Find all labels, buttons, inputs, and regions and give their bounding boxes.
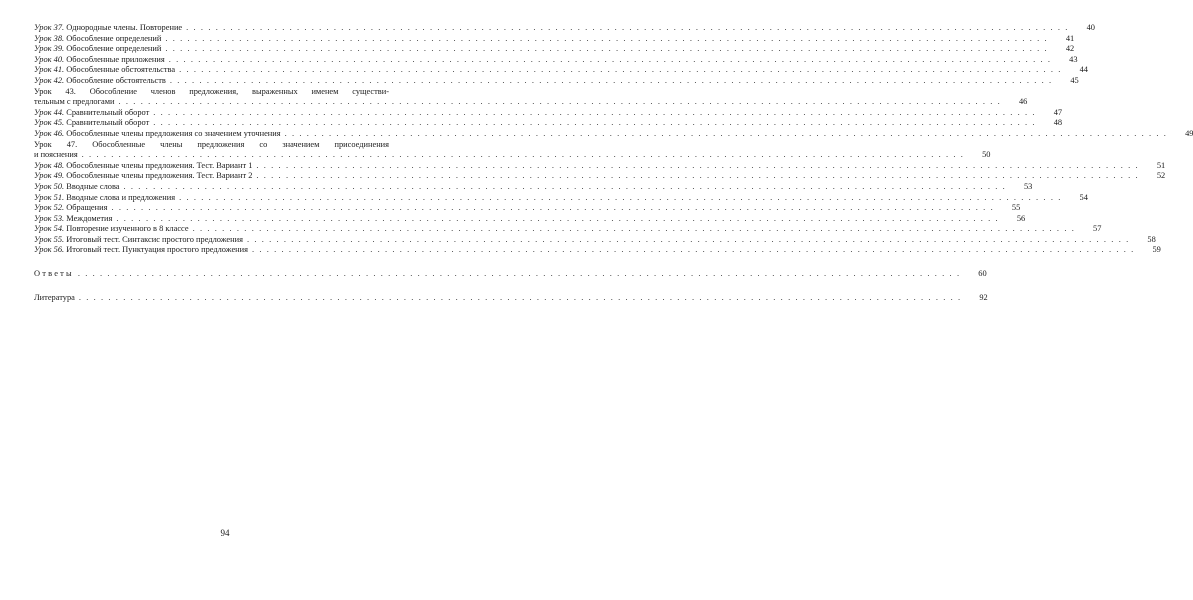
dot-leader: . . . . . . . . . . . . . . . . . . . . . . . . . . . . . . . . . . . . . . . . . . . . . . . . . . . . . . . . . . . . . . . . . . . . . . . . . . . . . . . . . . . . . . . . . . . . . . . . . . . . . . . . . . . . . . . . . . . . . . . .	[77, 269, 961, 279]
dot-leader: . . . . . . . . . . . . . . . . . . . . . . . . . . . . . . . . . . . . . . . . . . . . . . . . . . . . . . . . . . . . . . . . . . . . . . . . . . . . . . . . . . . . . . . . . . . . . . . . . . . . . . . . . . . . . . . . . . . . . . . .	[179, 65, 1062, 75]
dot-leader: . . . . . . . . . . . . . . . . . . . . . . . . . . . . . . . . . . . . . . . . . . . . . . . . . . . . . . . . . . . . . . . . . . . . . . . . . . . . . . . . . . . . . . . . . . . . . . . . . . . . . . . . . . . . . . . . . . . . . . . .	[153, 107, 1037, 117]
toc-entry	[34, 181, 1033, 193]
toc-entry-lesson: Урок 53.	[34, 213, 65, 223]
toc-literature-page: 92	[979, 292, 988, 302]
toc-entry-title: Однородные члены. Повторение	[66, 23, 183, 32]
toc-entry-title: Вводные слова	[66, 181, 120, 191]
toc-entry-title: Обособление обстоятельств	[66, 75, 166, 85]
toc-entry-title: Обособленные приложения	[66, 54, 165, 64]
toc-entry-lesson: Урок 49.	[34, 171, 65, 181]
toc-entry-lesson: Урок 55.	[34, 234, 65, 244]
toc-entry-line	[34, 150, 991, 161]
toc-entry	[34, 245, 1161, 256]
toc-entry	[34, 44, 1075, 55]
toc-entry-title: Итоговый тест. Синтаксис простого предложения	[66, 234, 243, 244]
toc-entry-lesson: Урок 40.	[34, 54, 65, 64]
toc-entry-title: Сравнительный оборот	[66, 118, 150, 128]
toc-entry-page: 53	[1023, 181, 1033, 191]
toc-entry-lesson: Урок 54.	[34, 224, 65, 234]
dot-leader: . . . . . . . . . . . . . . . . . . . . . . . . . . . . . . . . . . . . . . . . . . . . . . . . . . . . . . . . . . . . . . . . . . . . . . . . . . . . . . . . . . . . . . . . . . . . . . . . . . . . . . . . . . . . . . . . . . . . . . . .	[81, 150, 965, 160]
toc-entry-title-cont: и пояснения	[34, 150, 78, 160]
toc-entry-page: 47	[1053, 107, 1063, 117]
dot-leader: . . . . . . . . . . . . . . . . . . . . . . . . . . . . . . . . . . . . . . . . . . . . . . . . . . . . . . . . . . . . . . . . . . . . . . . . . . . . . . . . . . . . . . . . . . . . . . . . . . . . . . . . . . . . . . . . . . . . . . . .	[116, 213, 1000, 223]
toc-entry	[34, 192, 1088, 204]
toc-entry-lesson: Урок 37.	[34, 23, 65, 32]
dot-leader: . . . . . . . . . . . . . . . . . . . . . . . . . . . . . . . . . . . . . . . . . . . . . . . . . . . . . . . . . . . . . . . . . . . . . . . . . . . . . . . . . . . . . . . . . . . . . . . . . . . . . . . . . . . . . . . . . . . . . . . .	[192, 224, 1076, 234]
toc-entry-lesson: Урок 43.	[34, 86, 76, 96]
toc-entry	[34, 107, 1063, 119]
dot-leader: . . . . . . . . . . . . . . . . . . . . . . . . . . . . . . . . . . . . . . . . . . . . . . . . . . . . . . . . . . . . . . . . . . . . . . . . . . . . . . . . . . . . . . . . . . . . . . . . . . . . . . . . . . . . . . . . . . . . . . . .	[256, 171, 1140, 181]
toc-entry	[34, 203, 1021, 214]
toc-entry-lesson: Урок 56.	[34, 245, 65, 255]
toc-entry-title: Обособленные обстоятельства	[66, 65, 176, 75]
toc-entry-lesson: Урок 51.	[34, 192, 65, 202]
toc-entry-lesson: Урок 39.	[34, 44, 65, 54]
toc-entry-page: 48	[1053, 118, 1063, 128]
toc-entry-title: Обособление определений	[66, 33, 162, 43]
toc-entry-page: 42	[1065, 44, 1075, 54]
toc-entry-lesson: Урок 48.	[34, 160, 65, 170]
dot-leader: . . . . . . . . . . . . . . . . . . . . . . . . . . . . . . . . . . . . . . . . . . . . . . . . . . . . . . . . . . . . . . . . . . . . . . . . . . . . . . . . . . . . . . . . . . . . . . . . . . . . . . . . . . . . . . . . . . . . . . . .	[256, 160, 1140, 170]
toc-entry-page: 46	[1018, 97, 1028, 107]
toc-entry	[34, 234, 1156, 246]
dot-leader: . . . . . . . . . . . . . . . . . . . . . . . . . . . . . . . . . . . . . . . . . . . . . . . . . . . . . . . . . . . . . . . . . . . . . . . . . . . . . . . . . . . . . . . . . . . . . . . . . . . . . . . . . . . . . . . . . . . . . . . .	[165, 44, 1049, 54]
toc-entry-page: 59	[1152, 245, 1161, 255]
toc-entry	[34, 139, 991, 161]
toc-entry-lesson: Урок 50.	[34, 181, 65, 191]
dot-leader: . . . . . . . . . . . . . . . . . . . . . . . . . . . . . . . . . . . . . . . . . . . . . . . . . . . . . . . . . . . . . . . . . . . . . . . . . . . . . . . . . . . . . . . . . . . . . . . . . . . . . . . . . . . . . . . . . . . . . . . .	[186, 23, 1069, 32]
toc-entry-page: 49	[1185, 128, 1193, 138]
toc-entry	[34, 160, 1166, 172]
dot-leader: . . . . . . . . . . . . . . . . . . . . . . . . . . . . . . . . . . . . . . . . . . . . . . . . . . . . . . . . . . . . . . . . . . . . . . . . . . . . . . . . . . . . . . . . . . . . . . . . . . . . . . . . . . . . . . . . . . . . . . . .	[284, 128, 1168, 138]
toc-entry-page: 43	[1069, 54, 1078, 64]
toc-entry-line	[34, 140, 389, 151]
dot-leader: . . . . . . . . . . . . . . . . . . . . . . . . . . . . . . . . . . . . . . . . . . . . . . . . . . . . . . . . . . . . . . . . . . . . . . . . . . . . . . . . . . . . . . . . . . . . . . . . . . . . . . . . . . . . . . . . . . . . . . . .	[153, 118, 1037, 128]
toc-entry-page: 54	[1079, 192, 1088, 202]
toc-entry-title: Междометия	[66, 213, 113, 223]
toc-entry-page: 55	[1011, 203, 1021, 213]
table-of-contents	[34, 23, 1193, 303]
toc-entry	[34, 118, 1063, 129]
toc-entry	[34, 23, 1095, 34]
toc-entry-page: 44	[1079, 65, 1088, 75]
toc-entry-title: Повторение изученного в 8 классе	[66, 224, 189, 234]
toc-entry-title: Обособленные члены предложения. Тест. Вариант 1	[66, 160, 253, 170]
toc-entries	[34, 23, 1193, 256]
dot-leader: . . . . . . . . . . . . . . . . . . . . . . . . . . . . . . . . . . . . . . . . . . . . . . . . . . . . . . . . . . . . . . . . . . . . . . . . . . . . . . . . . . . . . . . . . . . . . . . . . . . . . . . . . . . . . . . . . . . . . . . .	[111, 203, 995, 213]
dot-leader: . . . . . . . . . . . . . . . . . . . . . . . . . . . . . . . . . . . . . . . . . . . . . . . . . . . . . . . . . . . . . . . . . . . . . . . . . . . . . . . . . . . . . . . . . . . . . . . . . . . . . . . . . . . . . . . . . . . . . . . .	[246, 234, 1130, 244]
toc-entry-title-cont: тельным с предлогами	[34, 97, 115, 107]
toc-entry	[34, 65, 1088, 76]
toc-entry-title: Обособленные члены предложения со значением присоединения	[92, 139, 390, 149]
toc-entry-page: 52	[1156, 171, 1166, 181]
toc-entry	[34, 213, 1026, 225]
toc-entry-title: Обращения	[66, 203, 108, 213]
dot-leader: . . . . . . . . . . . . . . . . . . . . . . . . . . . . . . . . . . . . . . . . . . . . . . . . . . . . . . . . . . . . . . . . . . . . . . . . . . . . . . . . . . . . . . . . . . . . . . . . . . . . . . . . . . . . . . . . . . . . . . . .	[168, 54, 1052, 64]
toc-entry-title: Обособление определений	[66, 44, 162, 54]
toc-entry-title: Обособленные члены предложения. Тест. Вариант 2	[66, 171, 253, 181]
toc-entry-title: Обособленные члены предложения со значением уточнения	[66, 128, 281, 138]
toc-entry-literature	[34, 292, 988, 304]
toc-entry-lesson: Урок 45.	[34, 118, 65, 128]
toc-entry-page: 41	[1065, 33, 1075, 43]
toc-entry-title: Сравнительный оборот	[66, 107, 150, 117]
toc-answers-title: Ответы	[34, 269, 74, 279]
toc-answers-page: 60	[978, 269, 987, 279]
toc-entry	[34, 33, 1075, 45]
toc-entry	[34, 224, 1102, 235]
toc-entry-title: Вводные слова и предложения	[66, 192, 176, 202]
toc-entry-page: 51	[1156, 160, 1166, 170]
toc-entry	[34, 54, 1078, 66]
toc-entry-page: 56	[1016, 213, 1026, 223]
dot-leader: . . . . . . . . . . . . . . . . . . . . . . . . . . . . . . . . . . . . . . . . . . . . . . . . . . . . . . . . . . . . . . . . . . . . . . . . . . . . . . . . . . . . . . . . . . . . . . . . . . . . . . . . . . . . . . . . . . . . . . . .	[252, 245, 1135, 255]
toc-entry-answers	[34, 269, 987, 280]
toc-entry-lesson: Урок 38.	[34, 33, 65, 43]
toc-entry-line	[34, 97, 1028, 108]
toc-entry-page: 57	[1093, 224, 1102, 234]
toc-entry-lesson: Урок 52.	[34, 203, 65, 213]
toc-entry	[34, 171, 1166, 182]
toc-entry	[34, 86, 1028, 108]
toc-entry	[34, 128, 1193, 140]
toc-entry-lesson: Урок 46.	[34, 128, 65, 138]
dot-leader: . . . . . . . . . . . . . . . . . . . . . . . . . . . . . . . . . . . . . . . . . . . . . . . . . . . . . . . . . . . . . . . . . . . . . . . . . . . . . . . . . . . . . . . . . . . . . . . . . . . . . . . . . . . . . . . . . . . . . . . .	[123, 181, 1007, 191]
toc-literature-title: Литература	[34, 292, 75, 302]
toc-entry	[34, 75, 1079, 87]
toc-entry-line	[34, 87, 389, 98]
dot-leader: . . . . . . . . . . . . . . . . . . . . . . . . . . . . . . . . . . . . . . . . . . . . . . . . . . . . . . . . . . . . . . . . . . . . . . . . . . . . . . . . . . . . . . . . . . . . . . . . . . . . . . . . . . . . . . . . . . . . . . . .	[78, 292, 962, 302]
toc-entry-page: 40	[1086, 23, 1095, 32]
page-number: 94	[220, 528, 230, 538]
dot-leader: . . . . . . . . . . . . . . . . . . . . . . . . . . . . . . . . . . . . . . . . . . . . . . . . . . . . . . . . . . . . . . . . . . . . . . . . . . . . . . . . . . . . . . . . . . . . . . . . . . . . . . . . . . . . . . . . . . . . . . . .	[118, 97, 1002, 107]
toc-entry-lesson: Урок 47.	[34, 139, 78, 149]
toc-entry-lesson: Урок 44.	[34, 107, 65, 117]
dot-leader: . . . . . . . . . . . . . . . . . . . . . . . . . . . . . . . . . . . . . . . . . . . . . . . . . . . . . . . . . . . . . . . . . . . . . . . . . . . . . . . . . . . . . . . . . . . . . . . . . . . . . . . . . . . . . . . . . . . . . . . .	[179, 192, 1062, 202]
dot-leader: . . . . . . . . . . . . . . . . . . . . . . . . . . . . . . . . . . . . . . . . . . . . . . . . . . . . . . . . . . . . . . . . . . . . . . . . . . . . . . . . . . . . . . . . . . . . . . . . . . . . . . . . . . . . . . . . . . . . . . . .	[165, 33, 1049, 43]
toc-entry-page: 45	[1070, 75, 1079, 85]
dot-leader: . . . . . . . . . . . . . . . . . . . . . . . . . . . . . . . . . . . . . . . . . . . . . . . . . . . . . . . . . . . . . . . . . . . . . . . . . . . . . . . . . . . . . . . . . . . . . . . . . . . . . . . . . . . . . . . . . . . . . . . .	[169, 75, 1053, 85]
toc-entry-lesson: Урок 42.	[34, 75, 65, 85]
toc-entry-title: Итоговый тест. Пунктуация простого предложения	[66, 245, 248, 255]
toc-entry-title: Обособление членов предложения, выраженных именем существи-	[89, 86, 390, 96]
toc-entry-page: 50	[982, 150, 991, 160]
toc-entry-page: 58	[1147, 234, 1156, 244]
toc-entry-lesson: Урок 41.	[34, 65, 65, 75]
